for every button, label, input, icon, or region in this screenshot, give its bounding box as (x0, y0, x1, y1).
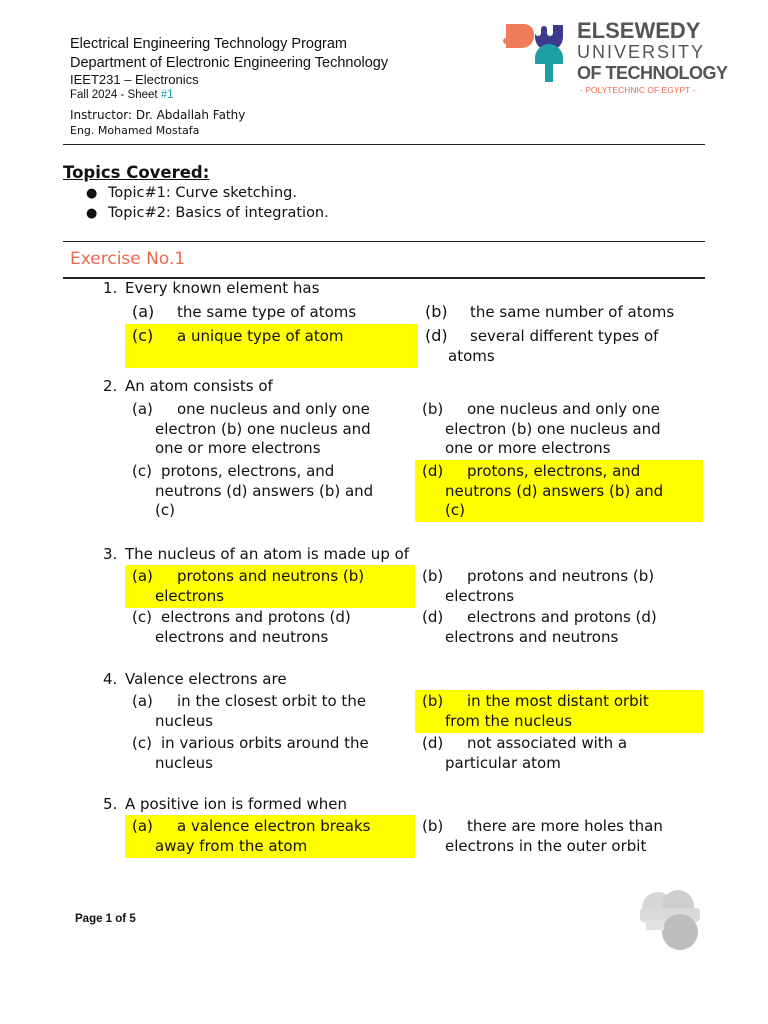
option-text: not associated with a (467, 734, 628, 752)
question-text: Valence electrons are (125, 670, 287, 688)
option-label: (d) (422, 462, 444, 480)
sheet-number: #1 (160, 89, 174, 101)
option-label: (b) (422, 817, 444, 835)
answer-option (125, 606, 415, 649)
option-text-cont: from the nucleus (445, 711, 573, 730)
answer-option (418, 300, 703, 324)
answer-option (125, 398, 415, 460)
option-label: (a) (132, 567, 153, 585)
sheet-label (70, 89, 174, 101)
logo-line-1: ELSEWEDY (577, 18, 701, 43)
bullet-icon: ● (86, 206, 98, 221)
department-name: Department of Electronic Engineering Technology (70, 55, 389, 71)
answer-option (125, 300, 415, 324)
question-2 (103, 377, 273, 395)
option-label: (c) (132, 608, 152, 626)
option-text-cont: electron (b) one nucleus and (155, 419, 371, 438)
option-text-cont: atoms (448, 346, 495, 365)
option-text: a unique type of atom (177, 327, 344, 345)
answer-option (125, 690, 415, 733)
option-text-cont: electrons (155, 586, 225, 605)
option-text-cont: electron (b) one nucleus and (445, 419, 661, 438)
option-text: protons, electrons, and (161, 462, 335, 480)
option-text: one nucleus and only one (467, 400, 660, 418)
option-text-cont: (c) (155, 501, 175, 519)
option-text-cont: particular atom (445, 753, 561, 772)
option-text: in various orbits around the (161, 734, 369, 752)
option-text-cont: one or more electrons (445, 439, 611, 457)
program-name: Electrical Engineering Technology Program (70, 36, 347, 52)
option-text-cont: neutrons (d) answers (b) and (445, 481, 664, 500)
question-number: 4. (103, 670, 118, 688)
question-number: 5. (103, 795, 118, 813)
option-text: electrons and protons (d) (467, 608, 657, 626)
option-label: (b) (422, 692, 444, 710)
option-text: several different types of (470, 327, 659, 345)
answer-option (415, 606, 703, 649)
watermark-logo-icon (636, 886, 704, 956)
logo-tagline: - POLYTECHNIC OF EGYPT - (580, 85, 696, 95)
answer-option (125, 460, 415, 522)
option-label: (d) (422, 608, 444, 626)
question-1 (103, 279, 319, 297)
option-text-cont: one or more electrons (155, 439, 321, 457)
question-number: 3. (103, 545, 118, 563)
option-text: the same number of atoms (470, 303, 675, 321)
option-label: (c) (132, 326, 154, 345)
topic-item (86, 185, 297, 201)
logo-line-3: OF TECHNOLOGY (577, 63, 728, 83)
course-name: IEET231 – Electronics (70, 72, 199, 87)
option-label: (b) (425, 302, 448, 321)
option-label: (a) (132, 302, 155, 321)
instructor-name: Instructor: Dr. Abdallah Fathy (70, 108, 246, 122)
answer-option-highlighted (415, 460, 703, 522)
topic-text: Topic#2: Basics of integration. (108, 205, 329, 221)
exercise-top-divider (63, 241, 705, 242)
answer-option (415, 565, 703, 608)
answer-option-highlighted (415, 690, 703, 733)
option-text-cont: electrons and neutrons (155, 627, 329, 646)
bullet-icon: ● (86, 186, 98, 201)
question-number: 1. (103, 279, 118, 297)
answer-option-highlighted (125, 815, 415, 858)
option-text-cont: (c) (445, 501, 465, 519)
option-label: (c) (132, 734, 152, 752)
topic-text: Topic#1: Curve sketching. (108, 185, 297, 201)
question-text: The nucleus of an atom is made up of (125, 545, 410, 563)
option-text-cont: away from the atom (155, 836, 308, 855)
option-text: the same type of atoms (177, 303, 357, 321)
question-5 (103, 795, 347, 813)
answer-option (415, 398, 703, 460)
option-label: (b) (422, 567, 444, 585)
option-label: (c) (132, 462, 152, 480)
option-text: in the closest orbit to the (177, 692, 367, 710)
option-text: protons, electrons, and (467, 462, 641, 480)
option-label: (b) (422, 400, 444, 418)
option-text-cont: neutrons (d) answers (b) and (155, 481, 374, 500)
question-text: An atom consists of (125, 377, 273, 395)
option-text: in the most distant orbit (467, 692, 649, 710)
logo-line-2: UNIVERSITY (577, 42, 706, 62)
option-text-cont: nucleus (155, 711, 213, 730)
option-text: a valence electron breaks (177, 817, 371, 835)
question-text: A positive ion is formed when (125, 795, 348, 813)
option-text-cont: electrons (445, 586, 515, 605)
option-text-cont: electrons in the outer orbit (445, 836, 647, 855)
option-text: protons and neutrons (b) (467, 567, 655, 585)
university-logo-icon (500, 20, 572, 92)
option-label: (a) (132, 817, 153, 835)
option-label: (a) (132, 400, 153, 418)
option-text: electrons and protons (d) (161, 608, 351, 626)
option-text-cont: nucleus (155, 753, 213, 772)
answer-option (415, 732, 703, 775)
option-label: (d) (422, 734, 444, 752)
option-text: protons and neutrons (b) (177, 567, 365, 585)
question-3 (103, 545, 409, 563)
answer-option (125, 732, 415, 775)
option-text-cont: electrons and neutrons (445, 627, 619, 646)
page-number: Page 1 of 5 (75, 913, 136, 925)
question-4 (103, 670, 287, 688)
header-divider (63, 144, 705, 145)
answer-option-highlighted (125, 565, 415, 608)
option-label: (a) (132, 692, 153, 710)
question-text: Every known element has (125, 279, 320, 297)
answer-option-highlighted (125, 324, 418, 368)
answer-option (418, 324, 703, 368)
engineer-name: Eng. Mohamed Mostafa (70, 124, 200, 137)
answer-option (415, 815, 703, 858)
question-number: 2. (103, 377, 118, 395)
exercise-title: Exercise No.1 (70, 249, 186, 269)
topics-title: Topics Covered: (63, 163, 210, 182)
topic-item (86, 205, 329, 221)
option-text: one nucleus and only one (177, 400, 370, 418)
sheet-prefix: Fall 2024 - Sheet (70, 89, 161, 101)
option-text: there are more holes than (467, 817, 663, 835)
option-label: (d) (425, 326, 448, 345)
